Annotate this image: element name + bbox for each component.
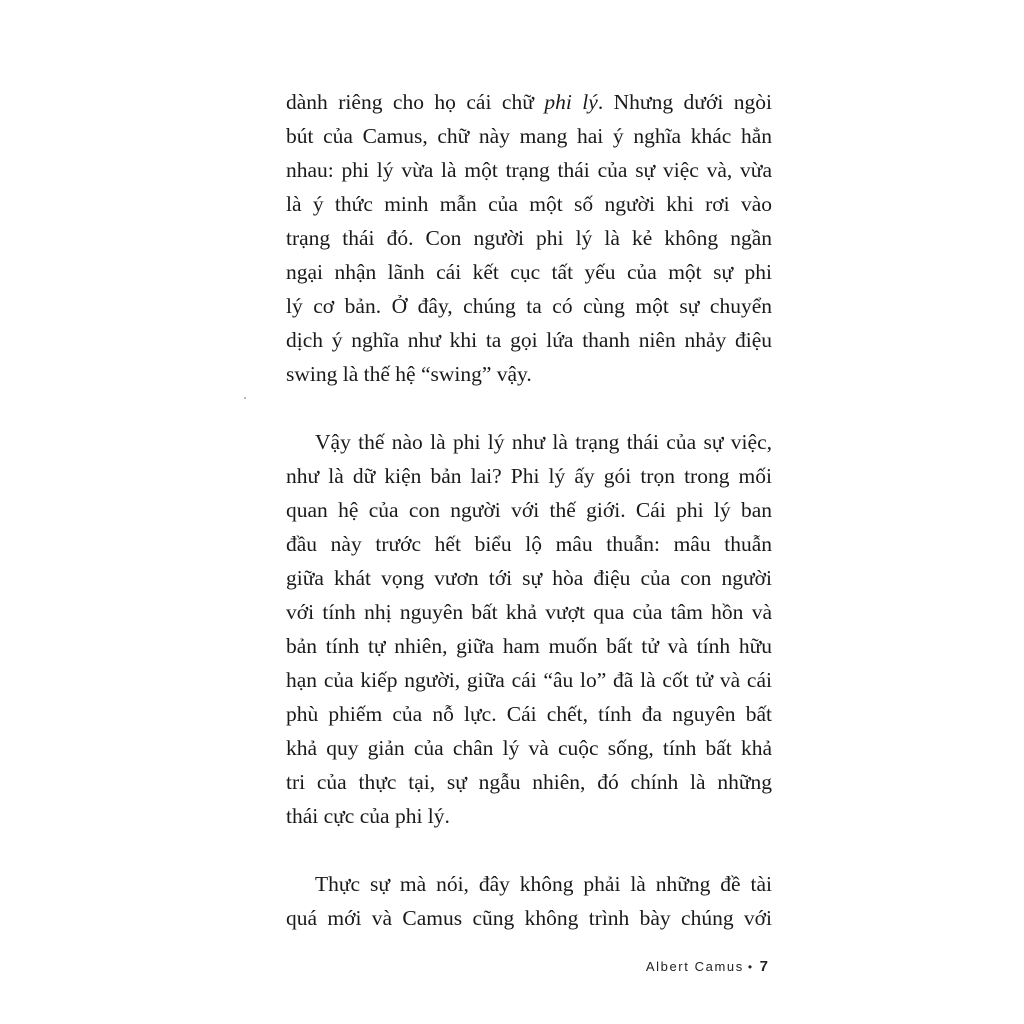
text-line: quan hệ của con người với thế giới. Cái phi lý ban bbox=[286, 498, 772, 522]
text-line: swing là thế hệ “swing” vậy. bbox=[286, 362, 532, 386]
text-line: như là dữ kiện bản lai? Phi lý ấy gói trọn trong mối bbox=[286, 464, 772, 488]
text-line: đầu này trước hết biểu lộ mâu thuẫn: mâu thuẫn bbox=[286, 532, 772, 556]
text-line: trạng thái đó. Con người phi lý là kẻ không ngần bbox=[286, 226, 772, 250]
text-line: với tính nhị nguyên bất khả vượt qua của tâm hồn và bbox=[286, 600, 772, 624]
page-footer bbox=[646, 958, 768, 975]
text-line: dịch ý nghĩa như khi ta gọi lứa thanh niên nhảy điệu bbox=[286, 328, 772, 352]
text-line: Thực sự mà nói, đây không phải là những đề tài bbox=[315, 872, 772, 896]
italic-term: phi lý bbox=[544, 90, 598, 114]
text-line: tri của thực tại, sự ngẫu nhiên, đó chính là những bbox=[286, 770, 772, 794]
running-head: Albert Camus bbox=[645, 959, 744, 974]
margin-speck bbox=[244, 397, 246, 399]
paragraph-2 bbox=[286, 425, 772, 833]
paragraph-1 bbox=[286, 85, 772, 391]
text-line: nhau: phi lý vừa là một trạng thái của sự việc và, vừa bbox=[286, 158, 772, 182]
paragraph-3 bbox=[286, 867, 772, 935]
text-line: Vậy thế nào là phi lý như là trạng thái của sự việc, bbox=[315, 430, 772, 454]
text-line: phù phiếm của nỗ lực. Cái chết, tính đa nguyên bất bbox=[286, 702, 772, 726]
text-line: khả quy giản của chân lý và cuộc sống, tính bất khả bbox=[286, 736, 772, 760]
text-line: thái cực của phi lý. bbox=[286, 804, 450, 828]
page-number: 7 bbox=[759, 958, 768, 975]
text-line: bút của Camus, chữ này mang hai ý nghĩa khác hẳn bbox=[286, 124, 772, 148]
text-line: quá mới và Camus cũng không trình bày chúng với bbox=[286, 906, 772, 930]
text-line: giữa khát vọng vươn tới sự hòa điệu của con người bbox=[286, 566, 772, 590]
text-line: lý cơ bản. Ở đây, chúng ta có cùng một sự chuyển bbox=[286, 294, 772, 318]
text-line: hạn của kiếp người, giữa cái “âu lo” đã là cốt tử và cái bbox=[286, 668, 772, 692]
bullet-separator: • bbox=[747, 960, 754, 974]
text-line: là ý thức minh mẫn của một số người khi rơi vào bbox=[286, 192, 772, 216]
text-line: dành riêng cho họ cái chữ phi lý. Nhưng dưới ngòi bbox=[286, 90, 772, 114]
text-line: bản tính tự nhiên, giữa ham muốn bất tử và tính hữu bbox=[286, 634, 772, 658]
text-line: ngại nhận lãnh cái kết cục tất yếu của một sự phi bbox=[286, 260, 772, 284]
